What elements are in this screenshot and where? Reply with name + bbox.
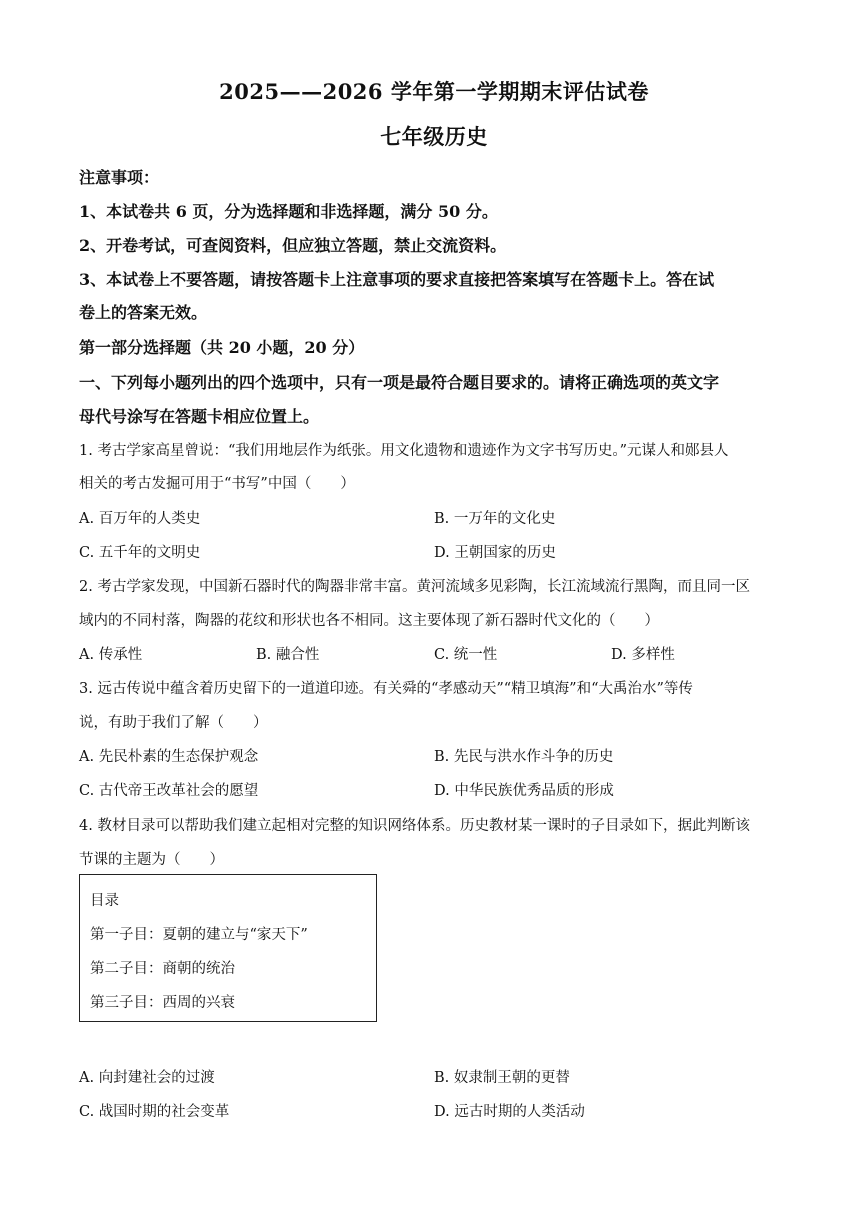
exam-subtitle: 七年级历史 [380,124,488,149]
question-1-option-d[interactable]: D. 王朝国家的历史 [434,545,556,561]
toc-item-3: 第三子目：西周的兴衰 [90,995,235,1011]
notice-item-3: 3、本试卷上不要答题，请按答题卡上注意事项的要求直接把答案填写在答题卡上。答在试 [79,270,715,289]
question-4-stem-cont: 节课的主题为（ ） [79,852,224,868]
toc-heading: 目录 [90,893,119,909]
exam-title: 2025——2026 学年第一学期期末评估试卷 [219,79,649,104]
question-4-stem: 4. 教材目录可以帮助我们建立起相对完整的知识网络体系。历史教材某一课时的子目录如下，据此判断该 [79,818,750,834]
question-2-stem: 2. 考古学家发现，中国新石器时代的陶器非常丰富。黄河流域多见彩陶，长江流域流行黑陶，而且同一区 [79,579,750,595]
question-1-option-a[interactable]: A. 百万年的人类史 [79,511,201,527]
notice-item-1: 1、本试卷共 6 页，分为选择题和非选择题，满分 50 分。 [79,202,498,221]
part-title: 第一部分选择题（共 20 小题，20 分） [79,338,365,357]
question-4-option-c[interactable]: C. 战国时期的社会变革 [79,1104,230,1120]
question-3-option-b[interactable]: B. 先民与洪水作斗争的历史 [434,749,614,765]
notice-item-3-cont: 卷上的答案无效。 [79,303,208,322]
question-2-option-a[interactable]: A. 传承性 [79,647,143,663]
question-3-stem: 3. 远古传说中蕴含着历史留下的一道道印迹。有关舜的“孝感动天”“精卫填海”和“大禹治水”等传 [79,681,693,697]
question-1-option-b[interactable]: B. 一万年的文化史 [434,511,556,527]
question-2-option-d[interactable]: D. 多样性 [611,647,675,663]
question-2-option-b[interactable]: B. 融合性 [256,647,320,663]
question-3-option-d[interactable]: D. 中华民族优秀品质的形成 [434,783,614,799]
notice-heading: 注意事项： [79,168,160,187]
question-4-option-b[interactable]: B. 奴隶制王朝的更替 [434,1070,570,1086]
question-1-stem: 1. 考古学家高星曾说：“我们用地层作为纸张。用文化遗物和遗迹作为文字书写历史。”元谋人和郧县人 [79,443,729,459]
section-instruction-cont: 母代号涂写在答题卡相应位置上。 [79,407,320,426]
question-1-stem-cont: 相关的考古发掘可用于“书写”中国（ ） [79,476,355,492]
question-3-option-a[interactable]: A. 先民朴素的生态保护观念 [79,749,259,765]
table-of-contents-box [79,874,377,1022]
notice-item-2: 2、开卷考试，可查阅资料，但应独立答题，禁止交流资料。 [79,236,507,255]
question-2-option-c[interactable]: C. 统一性 [434,647,498,663]
toc-item-2: 第二子目：商朝的统治 [90,961,235,977]
question-3-stem-cont: 说，有助于我们了解（ ） [79,715,268,731]
section-instruction: 一、下列每小题列出的四个选项中，只有一项是最符合题目要求的。请将正确选项的英文字 [79,373,720,392]
question-3-option-c[interactable]: C. 古代帝王改革社会的愿望 [79,783,259,799]
question-2-stem-cont: 域内的不同村落，陶器的花纹和形状也各不相同。这主要体现了新石器时代文化的（ ） [79,613,659,629]
question-4-option-a[interactable]: A. 向封建社会的过渡 [79,1070,215,1086]
question-4-option-d[interactable]: D. 远古时期的人类活动 [434,1104,585,1120]
question-1-option-c[interactable]: C. 五千年的文明史 [79,545,201,561]
toc-item-1: 第一子目：夏朝的建立与“家天下” [90,927,308,943]
